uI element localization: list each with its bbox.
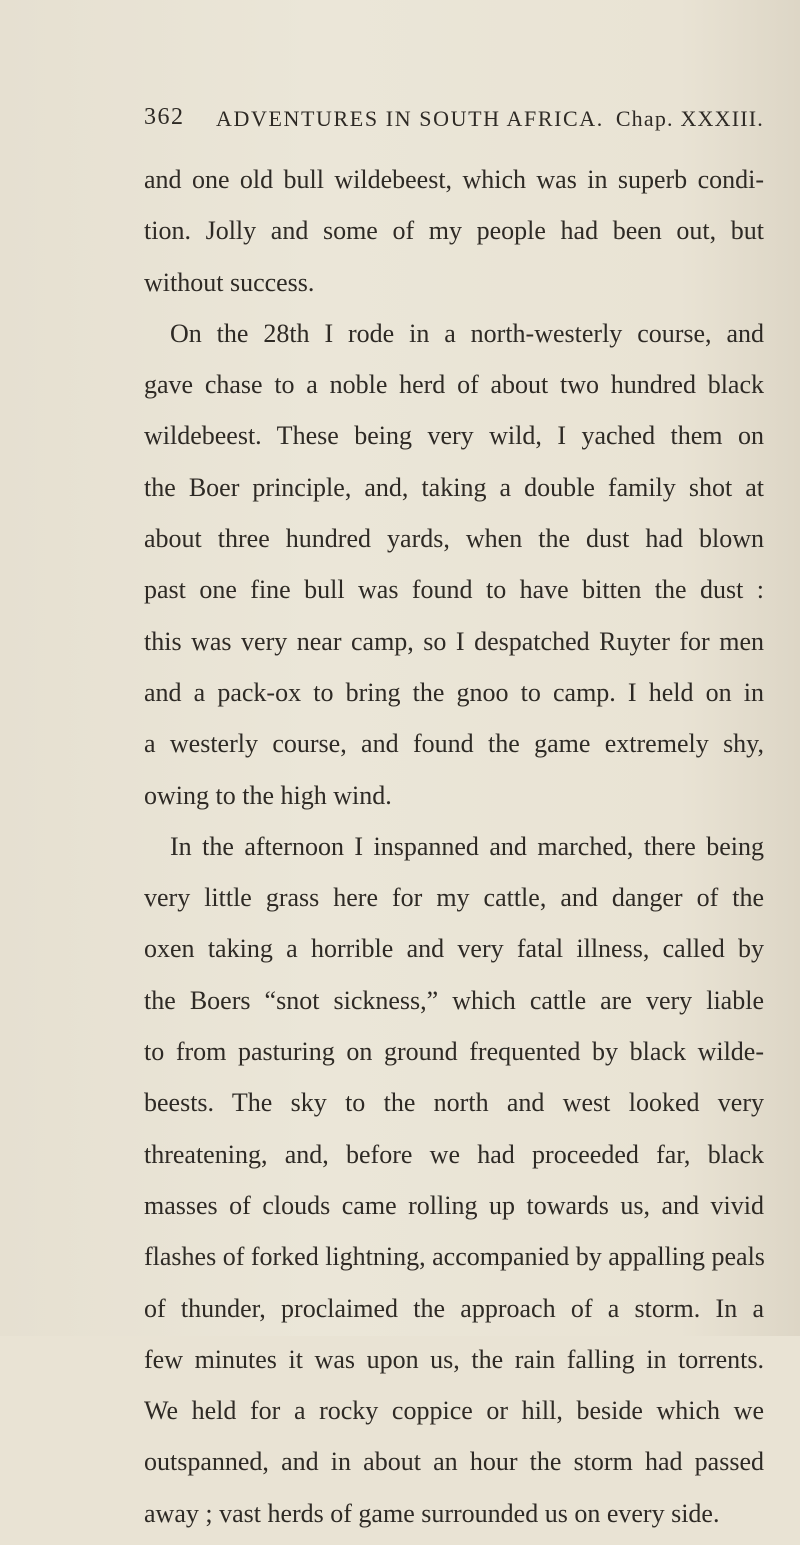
text-line: beests. The sky to the north and west looked very xyxy=(144,1088,764,1118)
text-line: We held for a rocky coppice or hill, beside which we xyxy=(144,1396,764,1426)
text-line: to from pasturing on ground frequented by black wilde- xyxy=(144,1037,764,1067)
text-line: tion. Jolly and some of my people had been out, but xyxy=(144,216,764,246)
paragraph-end-line: without success. xyxy=(144,267,315,297)
text-line: and a pack-ox to bring the gnoo to camp. I held on in xyxy=(144,677,764,707)
text-line: the Boers “snot sickness,” which cattle are very liable xyxy=(144,985,764,1015)
page-number: 362 xyxy=(144,104,185,130)
text-line: and one old bull wildebeest, which was in superb condi- xyxy=(144,165,764,194)
body-text xyxy=(144,160,764,1545)
text-line: very little grass here for my cattle, and danger of the xyxy=(144,883,764,913)
text-line: this was very near camp, so I despatched Ruyter for men xyxy=(144,626,764,656)
text-line: the Boer principle, and, taking a double family shot at xyxy=(144,472,764,502)
text-line: outspanned, and in about an hour the storm had passed xyxy=(144,1447,764,1477)
text-line: a westerly course, and found the game extremely shy, xyxy=(144,729,764,759)
text-line: oxen taking a horrible and very fatal illness, called by xyxy=(144,934,764,964)
text-line: gave chase to a noble herd of about two hundred black xyxy=(144,370,764,400)
paragraph-end-line: owing to the high wind. xyxy=(144,780,392,810)
text-line: few minutes it was upon us, the rain falling in torrents. xyxy=(144,1344,764,1374)
text-line: about three hundred yards, when the dust had blown xyxy=(144,524,764,554)
text-line: flashes of forked lightning, accompanied by appalling peals xyxy=(144,1242,765,1272)
page-header xyxy=(144,104,764,140)
chapter-label: Chap. XXXIII. xyxy=(615,106,764,131)
text-line: of thunder, proclaimed the approach of a storm. In a xyxy=(144,1293,764,1323)
text-line: past one fine bull was found to have bitten the dust : xyxy=(144,575,764,605)
paragraph-end-line: away ; vast herds of game surrounded us on every side. xyxy=(144,1498,720,1528)
paragraph-start-line: On the 28th I rode in a north-westerly course, and xyxy=(170,318,764,348)
running-title: ADVENTURES IN SOUTH AFRICA. xyxy=(216,106,604,131)
text-line: wildebeest. These being very wild, I yached them on xyxy=(144,421,764,451)
text-line: threatening, and, before we had proceeded far, black xyxy=(144,1139,764,1169)
text-line: masses of clouds came rolling up towards us, and vivid xyxy=(144,1190,764,1220)
paragraph-start-line: In the afternoon I inspanned and marched, there being xyxy=(170,831,764,861)
